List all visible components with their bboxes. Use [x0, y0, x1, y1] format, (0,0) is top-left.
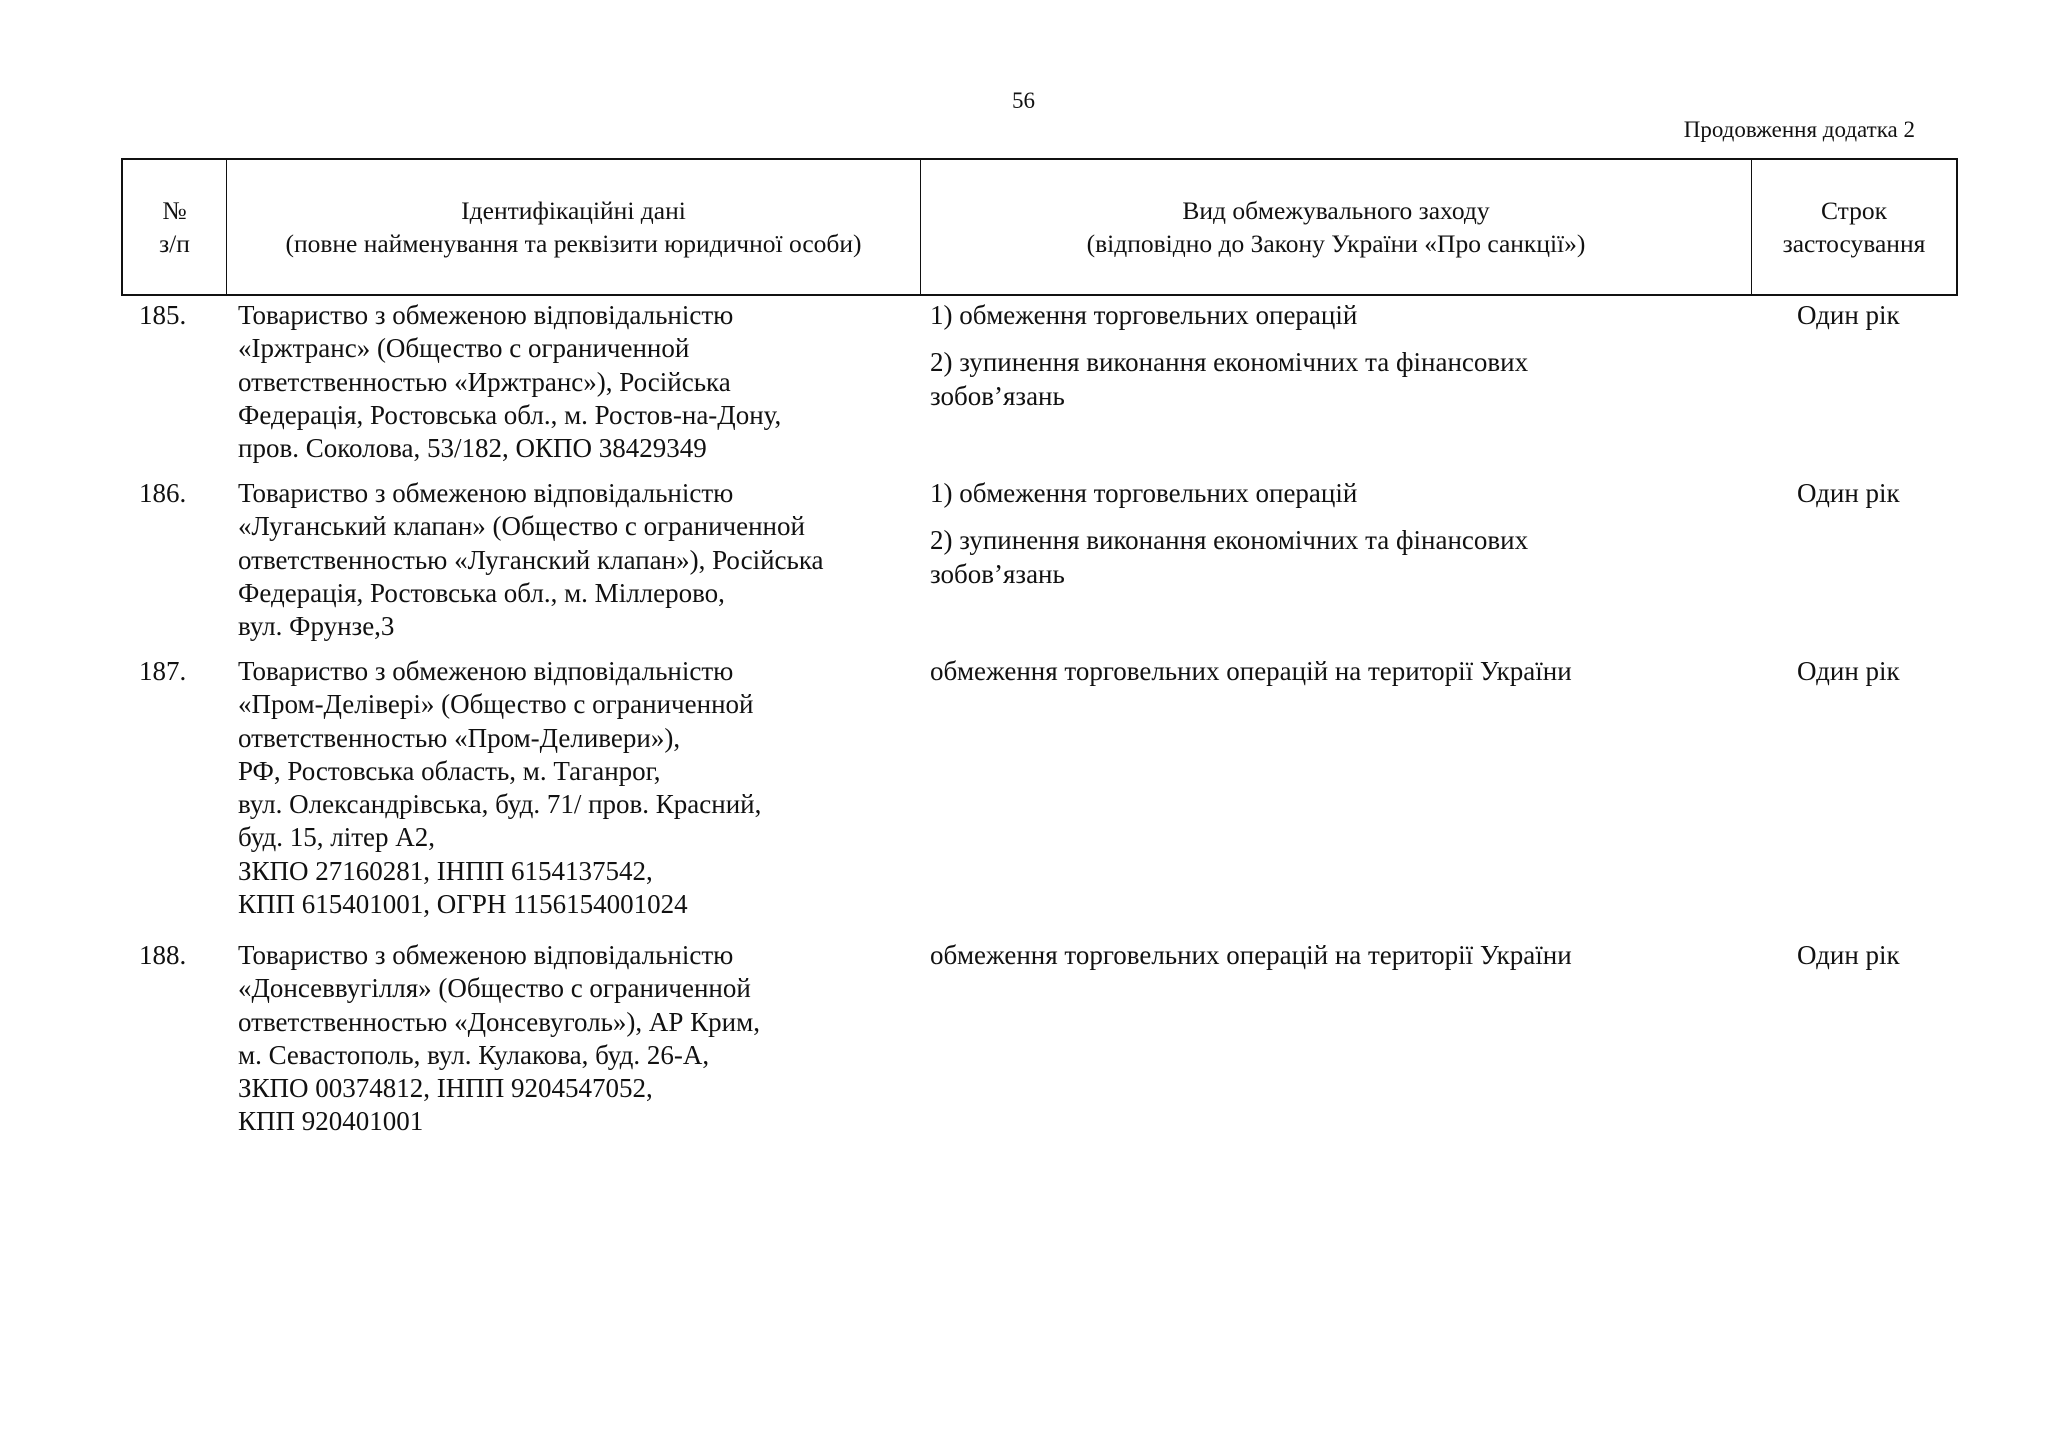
header-col-ident-line-2: (повне найменування та реквізити юридичної особи) — [285, 229, 862, 258]
header-col-number-line-1: № — [162, 196, 187, 225]
ident-line: «Пром-Делівері» (Общество с ограниченной — [238, 689, 754, 720]
ident-line: м. Севастополь, вул. Кулакова, буд. 26-А, — [238, 1039, 710, 1070]
header-col-number — [123, 160, 227, 294]
row-term: Один рік — [1797, 940, 1900, 970]
ident-line: пров. Соколова, 53/182, ОКПО 38429349 — [238, 433, 707, 464]
measure-line: 2) зупинення виконання економічних та фінансових — [930, 525, 1529, 556]
row-measures — [930, 299, 1730, 427]
header-col-measure — [921, 160, 1752, 294]
measure-line: зобов’язань — [930, 380, 1065, 411]
measure-line: 2) зупинення виконання економічних та фінансових — [930, 347, 1529, 378]
row-number: 187. — [139, 656, 187, 686]
measure-item — [930, 524, 1730, 591]
header-col-measure-line-2: (відповідно до Закону України «Про санкції») — [1086, 229, 1586, 258]
header-col-measure-line-1: Вид обмежувального заходу — [1182, 196, 1490, 225]
ident-line: КПП 920401001 — [238, 1106, 424, 1137]
row-identification — [238, 477, 918, 643]
ident-line: вул. Олександрівська, буд. 71/ пров. Красний, — [238, 789, 762, 820]
row-measures — [930, 655, 1730, 702]
row-number: 185. — [139, 300, 187, 330]
header-col-term-line-1: Строк — [1820, 196, 1888, 225]
ident-line: КПП 615401001, ОГРН 1156154001024 — [238, 889, 688, 920]
row-term: Один рік — [1797, 478, 1900, 508]
measure-line: обмеження торговельних операцій на території України — [930, 656, 1572, 686]
measure-item — [930, 477, 1730, 510]
ident-line: ответственностью «Иржтранс»), Російська — [238, 366, 731, 397]
measure-item — [930, 346, 1730, 413]
row-number: 188. — [139, 940, 187, 970]
measure-line: зобов’язань — [930, 558, 1065, 589]
ident-line: Товариство з обмеженою відповідальністю — [238, 300, 734, 330]
ident-line: «Луганський клапан» (Общество с ограниченной — [238, 511, 805, 542]
ident-line: ЗКПО 00374812, ІНПП 9204547052, — [238, 1073, 653, 1104]
ident-line: Федерація, Ростовська обл., м. Ростов-на-Дону, — [238, 399, 782, 430]
header-col-term-line-2: застосування — [1782, 229, 1926, 258]
page-number: 56 — [1012, 88, 1035, 113]
measure-item — [930, 655, 1730, 688]
row-measures — [930, 477, 1730, 605]
row-identification — [238, 299, 918, 465]
table-header — [121, 158, 1958, 296]
header-col-number-line-2: з/п — [159, 229, 190, 258]
header-col-ident-line-1: Ідентифікаційні дані — [461, 196, 686, 225]
measure-item — [930, 299, 1730, 332]
header-col-ident — [227, 160, 921, 294]
ident-line: буд. 15, літер А2, — [238, 822, 436, 853]
row-measures — [930, 939, 1730, 986]
ident-line: Товариство з обмеженою відповідальністю — [238, 656, 734, 686]
row-number: 186. — [139, 478, 187, 508]
header-col-term — [1752, 160, 1956, 294]
ident-line: ответственностью «Пром-Деливери»), — [238, 722, 681, 753]
row-term: Один рік — [1797, 656, 1900, 686]
row-identification — [238, 655, 918, 921]
row-term: Один рік — [1797, 300, 1900, 330]
ident-line: РФ, Ростовська область, м. Таганрог, — [238, 755, 661, 786]
ident-line: вул. Фрунзе,3 — [238, 611, 395, 642]
ident-line: Товариство з обмеженою відповідальністю — [238, 478, 734, 508]
ident-line: ответственностью «Донсевуголь»), АР Крим, — [238, 1006, 760, 1037]
ident-line: ЗКПО 27160281, ІНПП 6154137542, — [238, 855, 653, 886]
row-identification — [238, 939, 918, 1139]
ident-line: «Донсеввугілля» (Общество с ограниченной — [238, 973, 751, 1004]
measure-line: обмеження торговельних операцій на території України — [930, 940, 1572, 970]
measure-line: 1) обмеження торговельних операцій — [930, 478, 1358, 508]
continuation-label: Продовження додатка 2 — [1683, 117, 1915, 142]
ident-line: Федерація, Ростовська обл., м. Міллерово, — [238, 577, 725, 608]
ident-line: «Іржтранс» (Общество с ограниченной — [238, 333, 690, 364]
measure-item — [930, 939, 1730, 972]
measure-line: 1) обмеження торговельних операцій — [930, 300, 1358, 330]
ident-line: Товариство з обмеженою відповідальністю — [238, 940, 734, 970]
ident-line: ответственностью «Луганский клапан»), Російська — [238, 544, 824, 575]
